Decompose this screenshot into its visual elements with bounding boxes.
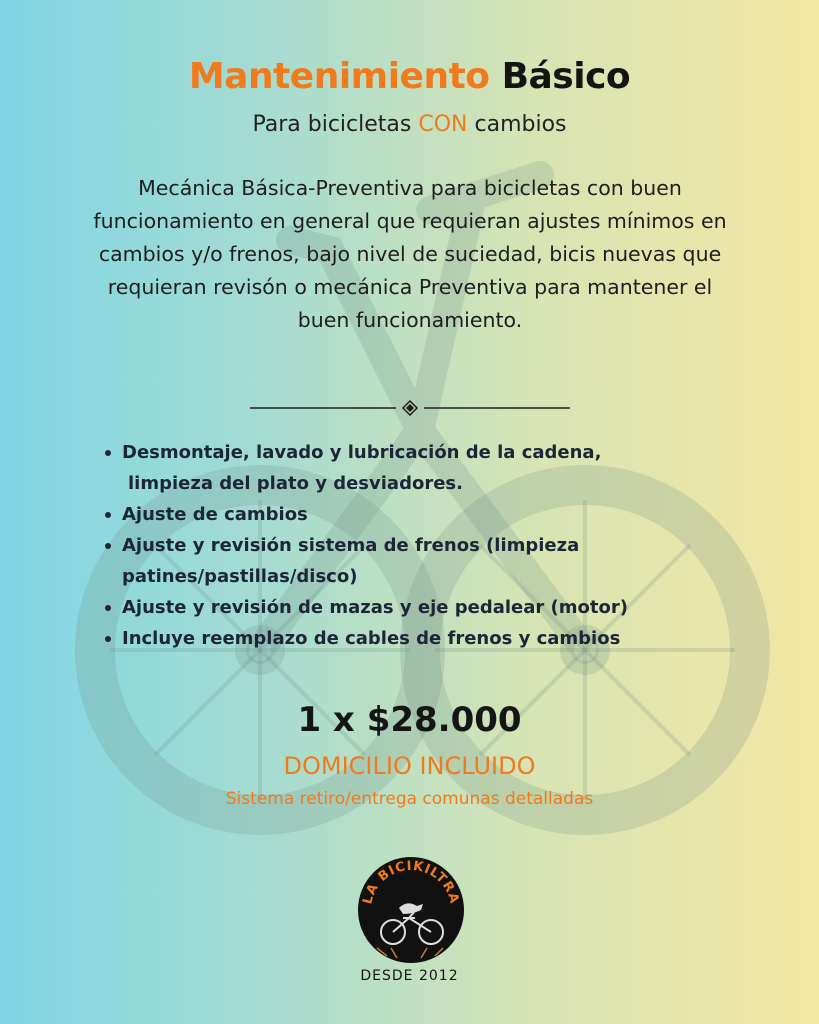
subtitle-accent: CON bbox=[418, 112, 468, 137]
feature-text: Ajuste de cambios bbox=[122, 504, 308, 525]
delivery-included: DOMICILIO INCLUIDO bbox=[283, 752, 536, 780]
feature-item bbox=[102, 530, 742, 592]
svg-text:LA BICIKILTRA: LA BICIKILTRA bbox=[360, 858, 462, 906]
subtitle-end: cambios bbox=[474, 112, 567, 137]
feature-text: Ajuste y revisión de mazas y eje pedalear (motor) bbox=[122, 597, 628, 618]
feature-text-continued: limpieza del plato y desviadores. bbox=[128, 473, 463, 494]
title-rest: Básico bbox=[501, 56, 631, 97]
feature-text-continued: patines/pastillas/disco) bbox=[122, 566, 358, 587]
subtitle bbox=[0, 112, 819, 137]
since-year: DESDE 2012 bbox=[360, 968, 459, 984]
bicikiltra-logo-icon bbox=[357, 856, 465, 964]
feature-item bbox=[102, 437, 742, 499]
feature-item bbox=[102, 592, 742, 623]
feature-text: Incluye reemplazo de cables de frenos y cambios bbox=[122, 628, 621, 649]
ornamental-divider bbox=[250, 400, 570, 416]
feature-text: Desmontaje, lavado y lubricación de la cadena, bbox=[122, 442, 602, 463]
delivery-note: Sistema retiro/entrega comunas detalladas bbox=[225, 789, 594, 809]
page-title bbox=[0, 56, 819, 97]
subtitle-start: Para bicicletas bbox=[252, 112, 412, 137]
feature-list bbox=[102, 437, 742, 654]
title-highlight: Mantenimiento bbox=[188, 56, 490, 97]
feature-text: Ajuste y revisión sistema de frenos (limpieza bbox=[122, 535, 580, 556]
service-description: Mecánica Básica-Preventiva para bicicletas con buen funcionamiento en general que requieran ajustes mínimos en cambios y/o frenos, bajo nivel de suciedad, bicis nuevas que requieran revisón o mecánica Preventiva para mantener el buen funcionamiento. bbox=[93, 176, 727, 332]
feature-item bbox=[102, 499, 742, 530]
price: 1 x $28.000 bbox=[297, 700, 522, 740]
feature-item bbox=[102, 623, 742, 654]
